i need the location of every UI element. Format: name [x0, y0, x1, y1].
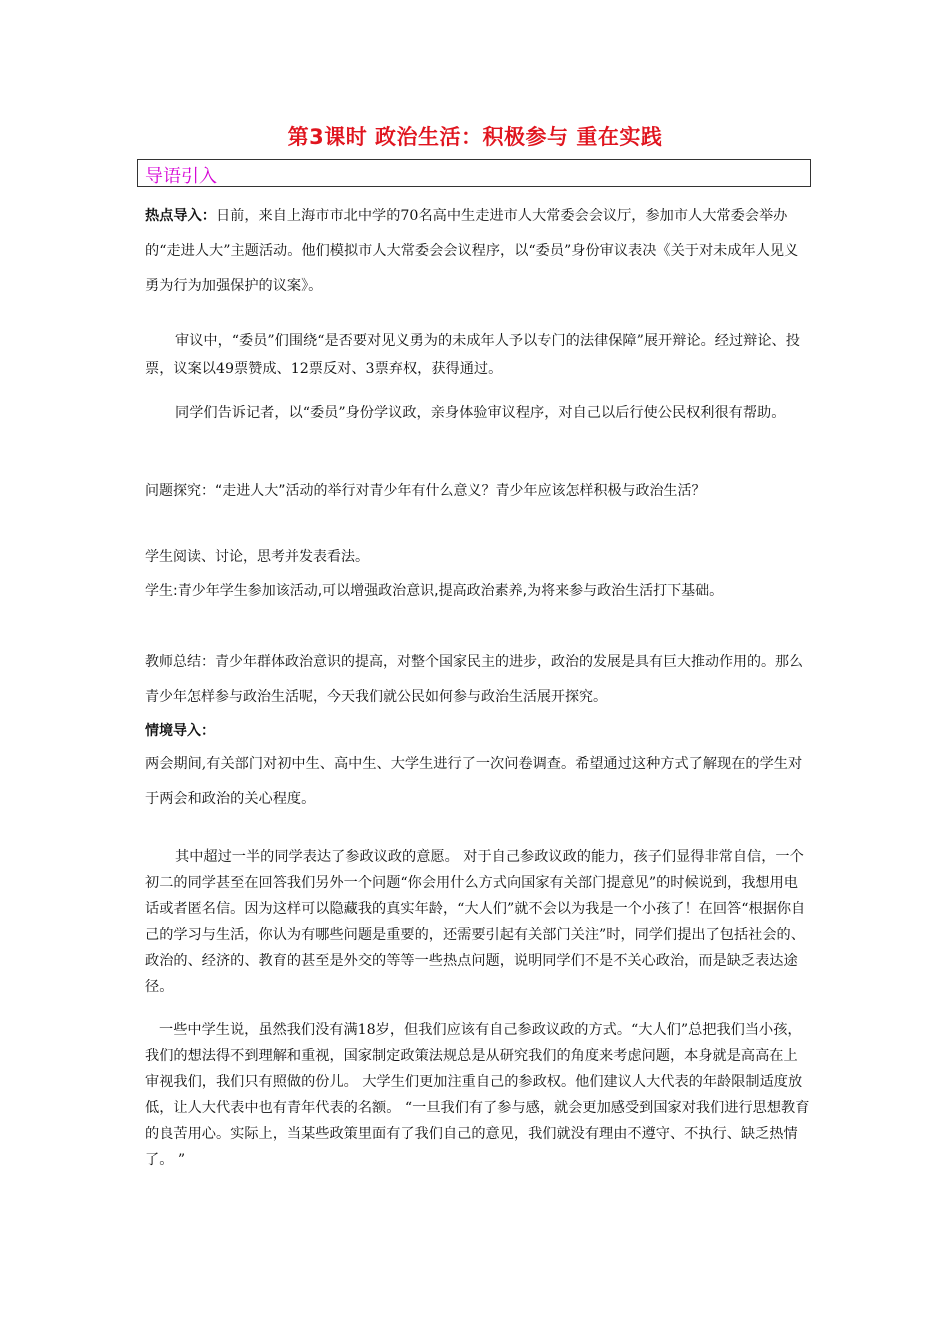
middle-school-paragraph: 一些中学生说，虽然我们没有满18岁，但我们应该有自己参政议政的方式。“大人们”总把我们当小孩，我们的想法得不到理解和重视，国家制定政策法规总是从研究我们的角度来考虑问题，本身就是高高在上审视我们，我们只有照做的份儿。 大学生们更加注重自己的参政权。他们建议人大代表的年龄限制适度放低，让人大代表中也有青年代表的名额。 “一旦我们有了参与感，就会更加感受到国家对我们进行思想教育的良苦用心。实际上，当某些政策里面有了我们自己的意见，我们就没有理由不遵守、不执行、缺乏热情了。 ” — [145, 1022, 810, 1168]
page-title: 第3课时 政治生活：积极参与 重在实践 — [287, 125, 663, 149]
section-header-box — [137, 159, 811, 187]
students-read-line: 学生阅读、讨论，思考并发表看法。 — [145, 549, 369, 565]
students-told-paragraph: 同学们告诉记者，以“委员”身份学议政，亲身体验审议程序，对自己以后行使公民权利很有帮助。 — [175, 405, 786, 421]
hot-intro-paragraph — [145, 199, 810, 304]
section-label: 导语引入 — [145, 166, 217, 187]
half-students-paragraph: 其中超过一半的同学表达了参政议政的意愿。 对于自己参政议政的能力，孩子们显得非常自信，一个初二的同学甚至在回答我们另外一个问题“你会用什么方式向国家有关部门提意见”的时候说到，我想用电话或者匿名信。因为这样可以隐藏我的真实年龄，“大人们”就不会以为我是一个小孩了！在回答“根据你自己的学习与生活，你认为有哪些问题是重要的，还需要引起有关部门关注”时，同学们提出了包括社会的、政治的、经济的、教育的甚至是外交的等等一些热点问题，说明同学们不是不关心政治，而是缺乏表达途径。 — [145, 849, 806, 995]
debate-paragraph: 审议中，“委员”们围绕“是否要对见义勇为的未成年人予以专门的法律保障”展开辩论。经过辩论、投票，议案以49票赞成、12票反对、3票弃权，获得通过。 — [145, 333, 800, 377]
hot-intro-text: 日前，来自上海市市北中学的70名高中生走进市人大常委会会议厅，参加市人大常委会举办的“走进人大”主题活动。他们模拟市人大常委会会议程序，以“委员”身份审议表决《关于对未成年人见义勇为行为加强保护的议案》。 — [145, 208, 799, 294]
scene-text-paragraph: 两会期间,有关部门对初中生、高中生、大学生进行了一次问卷调查。希望通过这种方式了解现在的学生对于两会和政治的关心程度。 — [145, 756, 803, 807]
students-answer-paragraph: 学生:青少年学生参加该活动,可以增强政治意识,提高政治素养,为将来参与政治生活打下基础。 — [145, 583, 724, 599]
hot-intro-label: 热点导入： — [145, 208, 216, 224]
teacher-summary-paragraph: 教师总结：青少年群体政治意识的提高，对整个国家民主的进步，政治的发展是具有巨大推动作用的。那么青少年怎样参与政治生活呢，今天我们就公民如何参与政治生活展开探究。 — [145, 654, 803, 705]
scene-intro-label: 情境导入： — [145, 723, 215, 739]
question-paragraph: 问题探究：“走进人大”活动的举行对青少年有什么意义？青少年应该怎样积极与政治生活？ — [145, 483, 706, 499]
